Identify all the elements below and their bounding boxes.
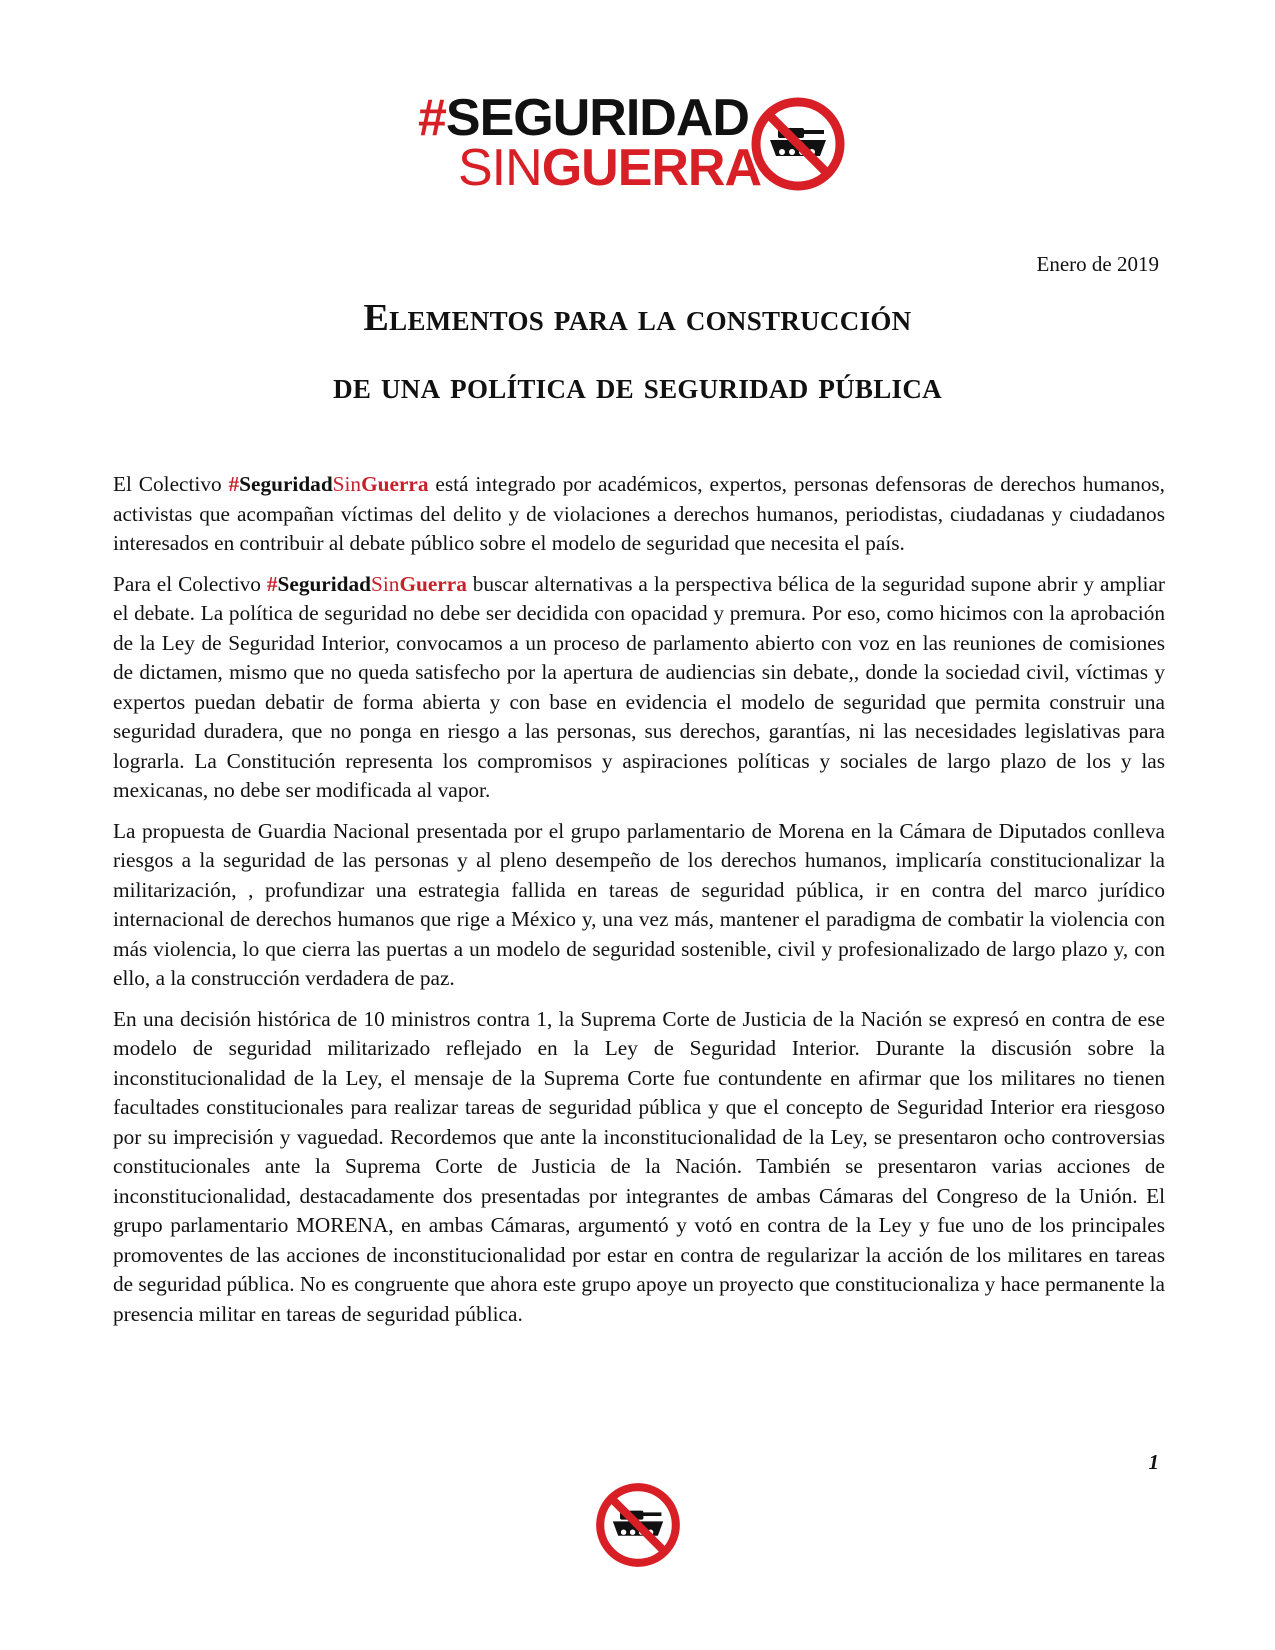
- collective-tag: #SeguridadSinGuerra: [228, 472, 429, 496]
- logo-line-2: SINGUERRA: [458, 139, 762, 197]
- no-tank-icon: [748, 94, 848, 194]
- paragraph: El Colectivo #SeguridadSinGuerra está integrado por académicos, expertos, personas defensoras de derechos humanos, activistas que acompañan víctimas del delito y de violaciones a derechos humanos, periodistas, ciudadanas y ciudadanos interesados en contribuir al debate público sobre el modelo de seguridad que necesita el país.: [113, 472, 1165, 555]
- title-line-2: de una política de seguridad pública: [333, 365, 942, 407]
- paragraph: En una decisión histórica de 10 ministros contra 1, la Suprema Corte de Justicia de la Nación se expresó en contra de ese modelo de seguridad militarizado reflejado en la Ley de Seguridad Interior. Durante la discusión sobre la inconstitucionalidad de la Ley, el mensaje de la Suprema Corte fue contundente en afirmar que los militares no tienen facultades constitucionales para realizar tareas de seguridad pública y que el concepto de Seguridad Interior era riesgoso por su imprecisión y vaguedad. Recordemos que ante la inconstitucionalidad de la Ley, se presentaron ocho controversias constitucionales ante la Suprema Corte de Justicia de la Nación. También se presentaron varias acciones de inconstitucionalidad, destacadamente dos presentadas por integrantes de ambas Cámaras del Congreso de la Unión. El grupo parlamentario MORENA, en ambas Cámaras, argumentó y votó en contra de la Ley y fue uno de los principales promoventes de las acciones de inconstitucionalidad por estar en contra de regularizar la acción de los militares en tareas de seguridad pública. No es congruente que ahora este grupo apoye un proyecto que constitucionaliza y hace permanente la presencia militar en tareas de seguridad pública.: [113, 1006, 1166, 1326]
- document-date: Enero de 2019: [1036, 252, 1159, 276]
- paragraph: La propuesta de Guardia Nacional presentada por el grupo parlamentario de Morena en la Cámara de Diputados conlleva riesgos a la seguridad de las personas y al pleno desempeño de los derechos humanos, implicaría constitucionalizar la militarización, , profundizar una estrategia fallida en tareas de seguridad pública, ir en contra del marco jurídico internacional de derechos humanos que rige a México y, una vez más, mantener el paradigma de combatir la violencia con más violencia, lo que cierra las puertas a un modelo de seguridad sostenible, civil y profesionalizado de largo plazo y, con ello, a la construcción verdadera de paz.: [113, 818, 1165, 990]
- page-number: 1: [1148, 1450, 1159, 1474]
- title-line-1: Elementos para la construcción: [363, 297, 912, 339]
- collective-tag: #SeguridadSinGuerra: [266, 571, 467, 596]
- paragraph: Para el Colectivo #SeguridadSinGuerra buscar alternativas a la perspectiva bélica de la seguridad supone abrir y ampliar el debate. La política de seguridad no debe ser decidida con opacidad y premura. Por eso, como hicimos con la aprobación de la Ley de Seguridad Interior, convocamos a un proceso de parlamento abierto con voz en las reuniones de comisiones de dictamen, mismo que no queda satisfecho por la apertura de audiencias sin debate,, donde la sociedad civil, víctimas y expertos puedan debatir de forma abierta y con base en evidencia el modelo de seguridad que permita construir una seguridad duradera, que no ponga en riesgo a las personas, sus derechos, garantías, ni las necesidades legislativas para lograrla. La Constitución representa los compromisos y aspiraciones políticas y sociales de largo plazo de los y las mexicanas, no debe ser modificada al vapor.: [113, 571, 1165, 802]
- logo-line-1: #SEGURIDAD: [418, 89, 749, 147]
- brand-logo: [418, 89, 858, 197]
- document-body: [113, 470, 1165, 1340]
- no-tank-icon: [593, 1480, 683, 1570]
